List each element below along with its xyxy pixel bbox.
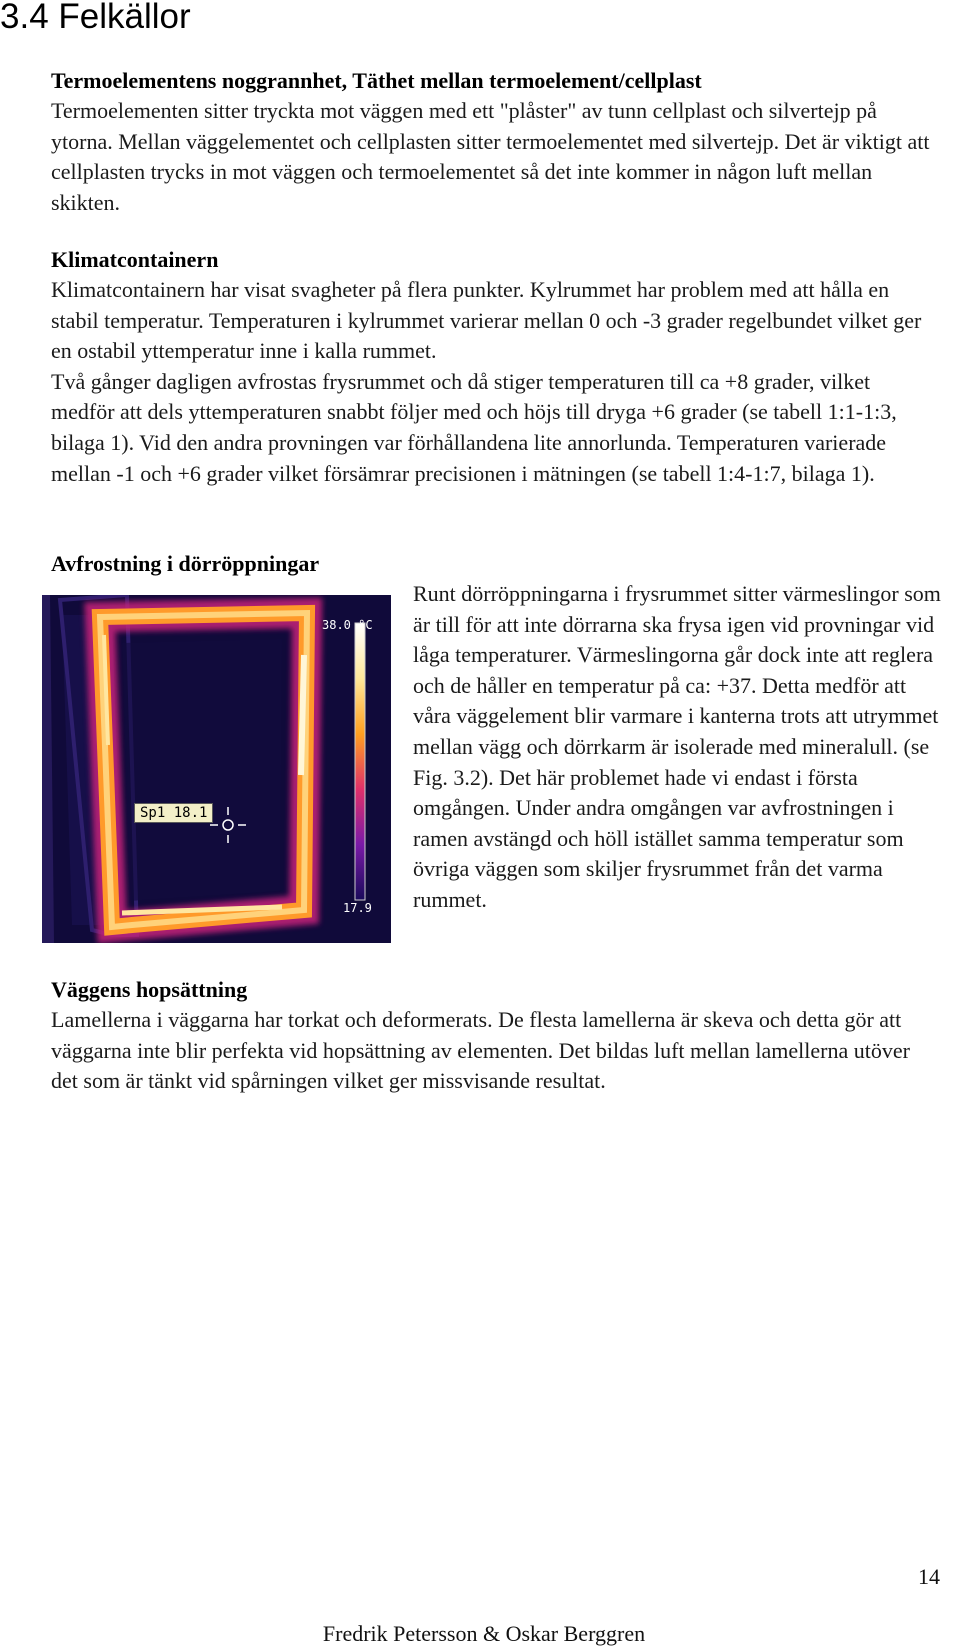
section-avfrostning-text (413, 579, 943, 916)
section-heading: Termoelementens noggrannhet, Täthet mellan termoelement/cellplast (51, 68, 702, 93)
section-klimatcontainern (51, 245, 931, 489)
section-termoelement (51, 66, 931, 218)
section-vaggens-hopsattning (51, 975, 931, 1097)
thermal-scale-min: 17.9 (343, 901, 372, 915)
section-heading: Avfrostning i dörröppningar (51, 551, 320, 576)
section-heading: Klimatcontainern (51, 247, 219, 272)
thermal-scale-max: 38.0 °C (322, 618, 373, 632)
footer (0, 1621, 960, 1647)
section-paragraph: Lamellerna i väggarna har torkat och deformerats. De flesta lamellerna är skeva och detta gör att väggarna inte blir perfekta vid hopsättning av elementen. Det bildas luft mellan lamellerna utöver det som är tänkt vid spårningen vilket ger missvisande resultat. (51, 1007, 910, 1094)
section-paragraph: Runt dörröppningarna i frysrummet sitter värmeslingor som är till för att inte dörrarna ska frysa igen vid provningar vid låga temperaturer. Värmeslingorna går dock inte att reglera och de håller en temperatur på ca: +37. Detta medför att våra väggelement blir varmare i kanterna trots att utrymmet mellan vägg och dörrkarm är isolerade med mineralull. (se Fig. 3.2). Det här problemet hade vi endast i första omgången. Under andra omgången var avfrostningen i ramen avstängd och höll istället samma temperatur som övriga väggen som skiljer frysrummet från det varma rummet. (413, 581, 941, 912)
thermal-image (42, 595, 391, 943)
page-title: 3.4 Felkällor (0, 0, 191, 36)
section-paragraph: Termoelementen sitter tryckta mot väggen med ett "plåster" av tunn cellplast och silvertejp på ytorna. Mellan väggelementet och cellplasten sitter termoelementet med silvertejp. Det är viktigt att cellplasten trycks in mot väggen och termoelementet så det inte kommer in någon luft mellan skikten. (51, 98, 930, 215)
section-paragraph: Två gånger dagligen avfrostas frysrummet och då stiger temperaturen till ca +8 grader, vilket medför att dels yttemperaturen snabbt följer med och höjs till dryga +6 grader (se tabell 1:1-1:3, bilaga 1). Vid den andra provningen var förhållandena lite annorlunda. Temperaturen varierade mellan -1 och +6 grader vilket försämrar precisionen i mätningen (se tabell 1:4-1:7, bilaga 1). (51, 368, 897, 486)
page-number: 14 (918, 1564, 940, 1589)
section-avfrostning (51, 549, 931, 579)
section-paragraph: Klimatcontainern har visat svagheter på flera punkter. Kylrummet har problem med att hålla en stabil temperatur. Temperaturen i kylrummet varierar mellan 0 och -3 grader regelbundet vilket ger en ostabil yttemperatur inne i kalla rummet. (51, 277, 922, 364)
section-heading: Väggens hopsättning (51, 977, 248, 1002)
footer-authors: Fredrik Petersson & Oskar Berggren (322, 1621, 646, 1646)
thermal-spot-label: Sp1 18.1 (134, 803, 213, 823)
thermal-image-graphic (42, 595, 391, 943)
